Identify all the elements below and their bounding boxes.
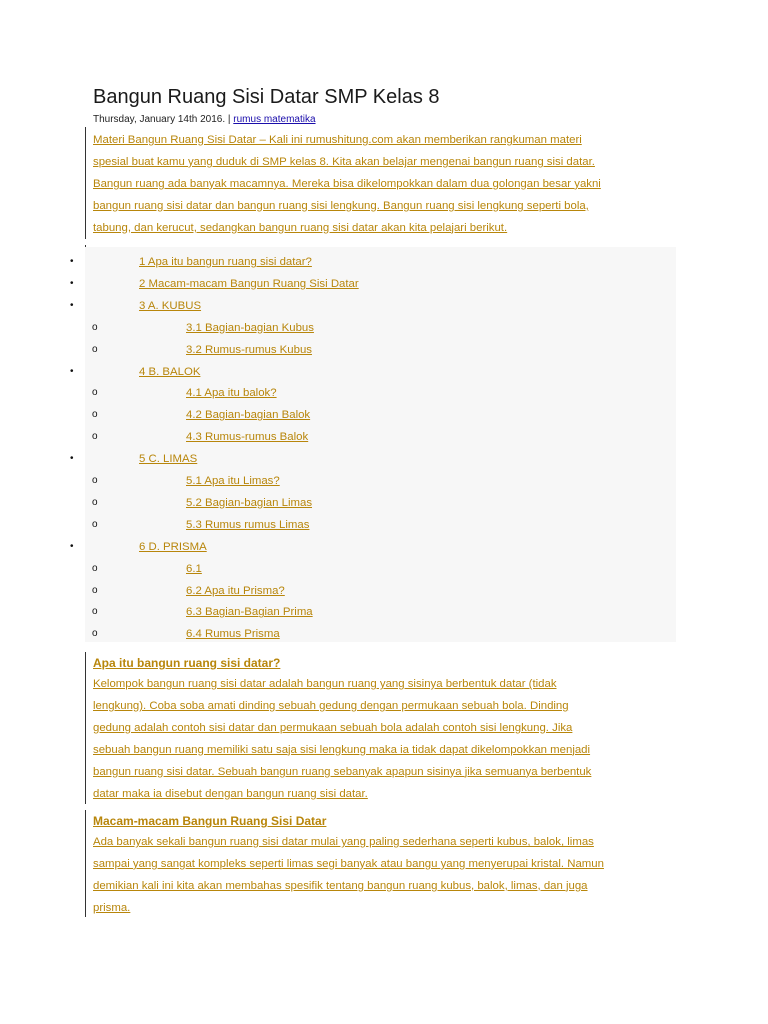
toc-subitem[interactable]: 4.3 Rumus-rumus Balok [186, 431, 309, 444]
section1-line[interactable]: datar maka ia disebut dengan bangun ruang sisi datar. [93, 787, 368, 800]
toc-subitem[interactable]: 5.1 Apa itu Limas? [186, 475, 280, 487]
toc-sub-bullet: o [92, 387, 98, 399]
section2-line[interactable]: prisma. [93, 901, 131, 914]
page-title: Bangun Ruang Sisi Datar SMP Kelas 8 [93, 86, 440, 108]
section1-paragraph [93, 674, 693, 805]
toc-subitem[interactable]: 4.1 Apa itu balok? [186, 387, 277, 400]
toc-sub-bullet: o [92, 475, 98, 486]
intro-line[interactable]: Materi Bangun Ruang Sisi Datar – Kali ini rumushitung.com akan memberikan rangkuman materi [93, 134, 582, 146]
toc-subitem[interactable]: 6.2 Apa itu Prisma? [186, 584, 285, 597]
toc-item[interactable]: 5 C. LIMAS [139, 453, 198, 466]
intro-line[interactable]: tabung, dan kerucut, sedangkan bangun ruang sisi datar akan kita pelajari berikut. [93, 221, 508, 234]
section2-paragraph [93, 832, 693, 920]
toc-subitem[interactable]: 6.3 Bagian-Bagian Prima [186, 606, 313, 619]
toc-sub-bullet: o [92, 409, 98, 421]
intro-quote-bar [85, 127, 86, 239]
toc-sub-bullet: o [92, 431, 98, 443]
toc-item[interactable]: 2 Macam-macam Bangun Ruang Sisi Datar [139, 277, 359, 290]
section2-heading[interactable]: Macam-macam Bangun Ruang Sisi Datar [93, 814, 327, 828]
section1-quote-bar [85, 652, 86, 804]
toc-subitem[interactable]: 5.2 Bagian-bagian Limas [186, 496, 313, 509]
intro-line[interactable]: spesial buat kamu yang duduk di SMP kelas 8. Kita akan belajar mengenai bangun ruang sisi datar. [93, 155, 595, 168]
toc-bullet: • [70, 299, 74, 311]
category-link[interactable]: rumus matematika [233, 114, 316, 125]
toc-subitem[interactable]: 5.3 Rumus rumus Limas [186, 518, 310, 531]
toc-sub-bullet: o [92, 343, 98, 355]
toc-sub-bullet: o [92, 606, 98, 618]
intro-line[interactable]: bangun ruang sisi datar dan bangun ruang sisi lengkung. Bangun ruang sisi lengkung seperti bola, [93, 199, 589, 212]
section1-line[interactable]: lengkung). Coba soba amati dinding sebuah gedung dengan permukaan sebuah bola. Dinding [93, 699, 569, 712]
section1-line[interactable]: Kelompok bangun ruang sisi datar adalah bangun ruang yang sisinya berbentuk datar (tidak [93, 678, 557, 690]
toc-item[interactable]: 1 Apa itu bangun ruang sisi datar? [139, 256, 312, 268]
section1-heading[interactable]: Apa itu bangun ruang sisi datar? [93, 656, 281, 670]
intro-line[interactable]: Bangun ruang ada banyak macamnya. Mereka bisa dikelompokkan dalam dua golongan besar yakni [93, 177, 601, 190]
section2-line[interactable]: Ada banyak sekali bangun ruang sisi datar mulai yang paling sederhana seperti kubus, balok, limas [93, 836, 594, 848]
toc-sub-bullet: o [92, 584, 98, 596]
toc-item[interactable]: 3 A. KUBUS [139, 299, 202, 312]
toc-subitem[interactable]: 6.4 Rumus Prisma [186, 628, 280, 641]
toc-bullet: • [70, 256, 74, 267]
toc-bullet: • [70, 277, 74, 289]
toc-sub-bullet: o [92, 562, 98, 574]
section1-line[interactable]: sebuah bangun ruang memiliki satu saja sisi lengkung maka ia tidak dapat dikelompokkan menjadi [93, 743, 591, 756]
post-meta [93, 114, 316, 125]
section1-line[interactable]: gedung adalah contoh sisi datar dan permukaan sebuah bola adalah contoh sisi lengkung. Jika [93, 721, 573, 734]
section1-line[interactable]: bangun ruang sisi datar. Sebuah bangun ruang sebanyak apapun sisinya jika semuanya berbentuk [93, 765, 592, 778]
toc-item[interactable]: 6 D. PRISMA [139, 540, 207, 553]
toc-item[interactable]: 4 B. BALOK [139, 365, 201, 378]
toc-sub-bullet: o [92, 496, 98, 508]
toc-bullet: • [70, 540, 74, 552]
toc-subitem[interactable]: 3.1 Bagian-bagian Kubus [186, 321, 314, 334]
toc-subitem[interactable]: 4.2 Bagian-bagian Balok [186, 409, 311, 422]
toc-bullet: • [70, 453, 74, 465]
toc-sub-bullet: o [92, 321, 98, 333]
section2-line[interactable]: demikian kali ini kita akan membahas spesifik tentang bangun ruang kubus, balok, limas, dan juga [93, 879, 588, 892]
section2-quote-bar [85, 810, 86, 917]
toc-subitem[interactable]: 6.1 [186, 562, 202, 575]
toc-bullet: • [70, 365, 74, 377]
post-date: Thursday, January 14th 2016. | [93, 114, 231, 125]
table-of-contents [85, 247, 676, 642]
toc-subitem[interactable]: 3.2 Rumus-rumus Kubus [186, 343, 312, 356]
section2-line[interactable]: sampai yang sangat kompleks seperti limas segi banyak atau bangu yang menyerupai kristal. Namun [93, 857, 604, 870]
toc-sub-bullet: o [92, 518, 98, 530]
intro-paragraph [93, 130, 693, 240]
toc-sub-bullet: o [92, 628, 98, 640]
